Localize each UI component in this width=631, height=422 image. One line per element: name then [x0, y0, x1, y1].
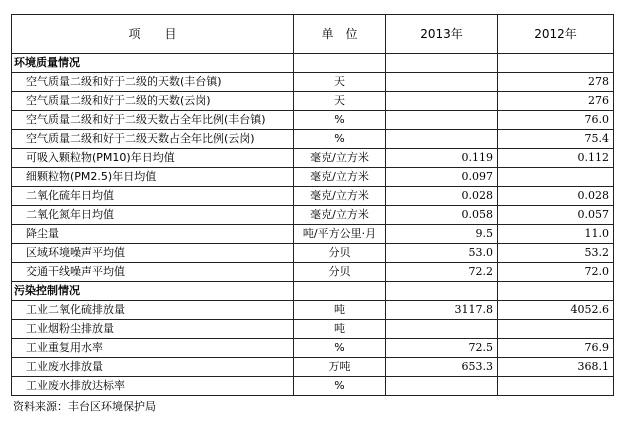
item-cell: 工业重复用水率 [12, 339, 294, 358]
value-2012-cell [498, 377, 614, 396]
table-row [12, 320, 614, 339]
item-cell: 空气质量二级和好于二级的天数(丰台镇) [12, 73, 294, 92]
unit-cell: 毫克/立方米 [294, 187, 386, 206]
unit-cell: % [294, 339, 386, 358]
item-cell: 空气质量二级和好于二级的天数(云岗) [12, 92, 294, 111]
value-2013-cell: 0.119 [386, 149, 498, 168]
section-title: 污染控制情况 [12, 282, 294, 301]
empty-cell [386, 282, 498, 301]
value-2012-cell: 76.9 [498, 339, 614, 358]
item-cell: 降尘量 [12, 225, 294, 244]
unit-cell: % [294, 111, 386, 130]
header-item: 项 目 [12, 15, 294, 54]
value-2013-cell [386, 130, 498, 149]
value-2013-cell: 9.5 [386, 225, 498, 244]
value-2012-cell: 4052.6 [498, 301, 614, 320]
table-row [12, 206, 614, 225]
table-row [12, 358, 614, 377]
item-cell: 细颗粒物(PM2.5)年日均值 [12, 168, 294, 187]
table-row [12, 301, 614, 320]
header-unit: 单 位 [294, 15, 386, 54]
value-2012-cell: 75.4 [498, 130, 614, 149]
empty-cell [294, 54, 386, 73]
item-cell: 工业废水排放量 [12, 358, 294, 377]
value-2013-cell [386, 92, 498, 111]
value-2013-cell [386, 320, 498, 339]
table-row [12, 263, 614, 282]
item-cell: 工业烟粉尘排放量 [12, 320, 294, 339]
empty-cell [498, 54, 614, 73]
unit-cell: 天 [294, 92, 386, 111]
unit-cell: 吨/平方公里·月 [294, 225, 386, 244]
value-2013-cell: 72.5 [386, 339, 498, 358]
unit-cell: 分贝 [294, 263, 386, 282]
unit-cell: 毫克/立方米 [294, 149, 386, 168]
value-2012-cell: 76.0 [498, 111, 614, 130]
source-note: 资料来源：丰台区环境保护局 [13, 400, 156, 413]
value-2013-cell: 0.097 [386, 168, 498, 187]
table-row [12, 73, 614, 92]
value-2013-cell: 0.058 [386, 206, 498, 225]
unit-cell: 万吨 [294, 358, 386, 377]
value-2012-cell: 53.2 [498, 244, 614, 263]
empty-cell [294, 282, 386, 301]
value-2012-cell: 72.0 [498, 263, 614, 282]
table-row [12, 92, 614, 111]
unit-cell: 吨 [294, 320, 386, 339]
header-2012: 2012年 [498, 15, 614, 54]
item-cell: 空气质量二级和好于二级天数占全年比例(云岗) [12, 130, 294, 149]
value-2013-cell: 72.2 [386, 263, 498, 282]
unit-cell: % [294, 377, 386, 396]
item-cell: 工业二氧化硫排放量 [12, 301, 294, 320]
item-cell: 二氧化硫年日均值 [12, 187, 294, 206]
item-cell: 工业废水排放达标率 [12, 377, 294, 396]
item-cell: 区域环境噪声平均值 [12, 244, 294, 263]
table-row [12, 168, 614, 187]
value-2013-cell: 653.3 [386, 358, 498, 377]
table-row [12, 225, 614, 244]
header-row [12, 15, 614, 54]
value-2012-cell: 0.112 [498, 149, 614, 168]
value-2012-cell: 368.1 [498, 358, 614, 377]
table-row [12, 111, 614, 130]
unit-cell: 毫克/立方米 [294, 168, 386, 187]
empty-cell [498, 282, 614, 301]
unit-cell: 分贝 [294, 244, 386, 263]
value-2013-cell: 0.028 [386, 187, 498, 206]
empty-cell [386, 54, 498, 73]
value-2012-cell: 278 [498, 73, 614, 92]
statistics-table [11, 14, 614, 396]
table-row [12, 244, 614, 263]
table-row [12, 187, 614, 206]
unit-cell: 吨 [294, 301, 386, 320]
value-2012-cell: 276 [498, 92, 614, 111]
section-row [12, 282, 614, 301]
value-2013-cell [386, 377, 498, 396]
table-row [12, 377, 614, 396]
value-2012-cell: 11.0 [498, 225, 614, 244]
unit-cell: 毫克/立方米 [294, 206, 386, 225]
table-row [12, 130, 614, 149]
value-2012-cell [498, 168, 614, 187]
value-2012-cell: 0.028 [498, 187, 614, 206]
item-cell: 二氧化氮年日均值 [12, 206, 294, 225]
unit-cell: 天 [294, 73, 386, 92]
unit-cell: % [294, 130, 386, 149]
value-2012-cell [498, 320, 614, 339]
value-2012-cell: 0.057 [498, 206, 614, 225]
value-2013-cell: 53.0 [386, 244, 498, 263]
item-cell: 交通干线噪声平均值 [12, 263, 294, 282]
item-cell: 可吸入颗粒物(PM10)年日均值 [12, 149, 294, 168]
table-row [12, 339, 614, 358]
section-title: 环境质量情况 [12, 54, 294, 73]
table-row [12, 149, 614, 168]
value-2013-cell: 3117.8 [386, 301, 498, 320]
header-2013: 2013年 [386, 15, 498, 54]
item-cell: 空气质量二级和好于二级天数占全年比例(丰台镇) [12, 111, 294, 130]
value-2013-cell [386, 73, 498, 92]
section-row [12, 54, 614, 73]
value-2013-cell [386, 111, 498, 130]
